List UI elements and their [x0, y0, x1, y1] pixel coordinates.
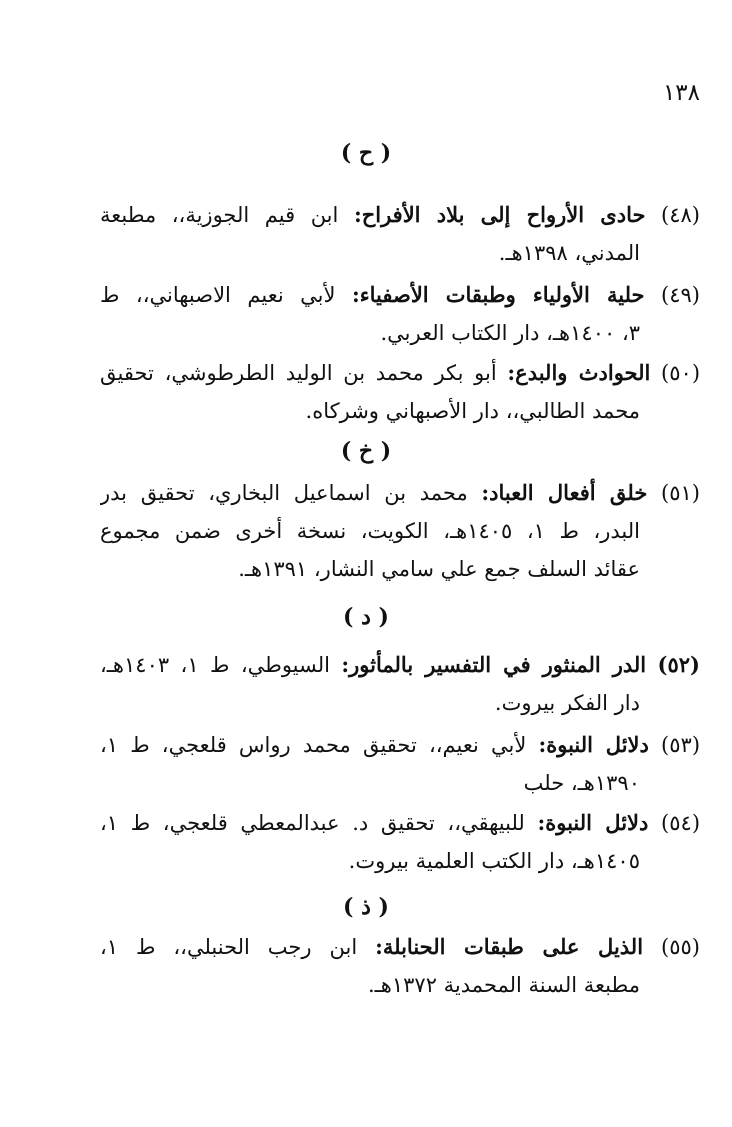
entry-number: (٥٤) — [661, 811, 700, 835]
entry-title: دلائل النبوة: — [538, 732, 649, 757]
entry-title: حادى الأرواح إلى بلاد الأفراح: — [353, 202, 646, 227]
entry-first-line — [100, 196, 700, 234]
entry-number: (٥٣) — [661, 733, 700, 757]
entry-continuation: المدني، ١٣٩٨هـ. — [498, 241, 640, 265]
bibliography-entry-53 — [100, 726, 700, 802]
entry-continuation: دار الفكر بيروت. — [494, 691, 640, 715]
page-number: ١٣٨ — [662, 80, 700, 106]
entry-first-line — [100, 354, 700, 392]
entry-first-line — [100, 804, 700, 842]
entry-continuation: ١٣٩٠هـ، حلب — [523, 771, 640, 795]
entry-title: الحوادث والبدع: — [507, 360, 651, 385]
entry-number: (٥٠) — [661, 361, 700, 385]
entry-title: الذيل على طبقات الحنابلة: — [375, 934, 644, 959]
bibliography-entry-49 — [100, 276, 700, 352]
bibliography-entry-50 — [100, 354, 700, 430]
entry-number: (٥٥) — [661, 935, 700, 959]
entry-continuation: البدر، ط ١، ١٤٠٥هـ، الكويت، نسخة أخرى ضمن مجموع — [100, 519, 640, 543]
entry-details: محمد بن اسماعيل البخاري، تحقيق بدر — [100, 481, 468, 505]
section-heading-dal: ( د ) — [343, 604, 389, 630]
entry-number: (٥٢) — [657, 652, 700, 677]
entry-first-line — [100, 276, 700, 314]
entry-details: للبيهقي،، تحقيق د. عبدالمعطي قلعجي، ط ١، — [100, 811, 525, 835]
entry-number: (٤٨) — [661, 203, 700, 227]
bibliography-entry-51 — [100, 474, 700, 588]
bibliography-entry-55 — [100, 928, 700, 1004]
entry-first-line — [100, 726, 700, 764]
entry-details: ابن رجب الحنبلي،، ط ١، — [100, 935, 358, 959]
entry-details: السيوطي، ط ١، ١٤٠٣هـ، — [100, 653, 330, 677]
entry-details: ابن قيم الجوزية،، مطبعة — [100, 203, 339, 227]
entry-title: حلية الأولياء وطبقات الأصفياء: — [352, 282, 645, 307]
entry-continuation: ١٤٠٥هـ، دار الكتب العلمية بيروت. — [348, 849, 640, 873]
entry-title: خلق أفعال العباد: — [481, 480, 648, 505]
entry-continuation: عقائد السلف جمع علي سامي النشار، ١٣٩١هـ. — [238, 557, 640, 581]
section-heading-dhal: ( ذ ) — [343, 894, 389, 920]
entry-first-line — [100, 646, 700, 684]
section-heading-ha: ( ح ) — [340, 140, 392, 166]
entry-first-line — [100, 928, 700, 966]
bibliography-entry-48 — [100, 196, 700, 272]
entry-continuation: محمد الطالبي،، دار الأصبهاني وشركاه. — [305, 399, 640, 423]
entry-title: دلائل النبوة: — [537, 810, 649, 835]
entry-details: أبو بكر محمد بن الوليد الطرطوشي، تحقيق — [100, 361, 497, 385]
entry-continuation: ٣، ١٤٠٠هـ، دار الكتاب العربي. — [380, 321, 640, 345]
entry-details: لأبي نعيم،، تحقيق محمد رواس قلعجي، ط ١، — [100, 733, 527, 757]
entry-number: (٥١) — [661, 481, 700, 505]
entry-continuation: مطبعة السنة المحمدية ١٣٧٢هـ. — [367, 973, 640, 997]
bibliography-entry-54 — [100, 804, 700, 880]
section-heading-kha: ( خ ) — [340, 438, 392, 464]
entry-number: (٤٩) — [661, 283, 700, 307]
entry-title: الدر المنثور في التفسير بالمأثور: — [341, 652, 647, 677]
bibliography-entry-52 — [100, 646, 700, 722]
entry-first-line — [100, 474, 700, 512]
entry-details: لأبي نعيم الاصبهاني،، ط — [100, 283, 336, 307]
